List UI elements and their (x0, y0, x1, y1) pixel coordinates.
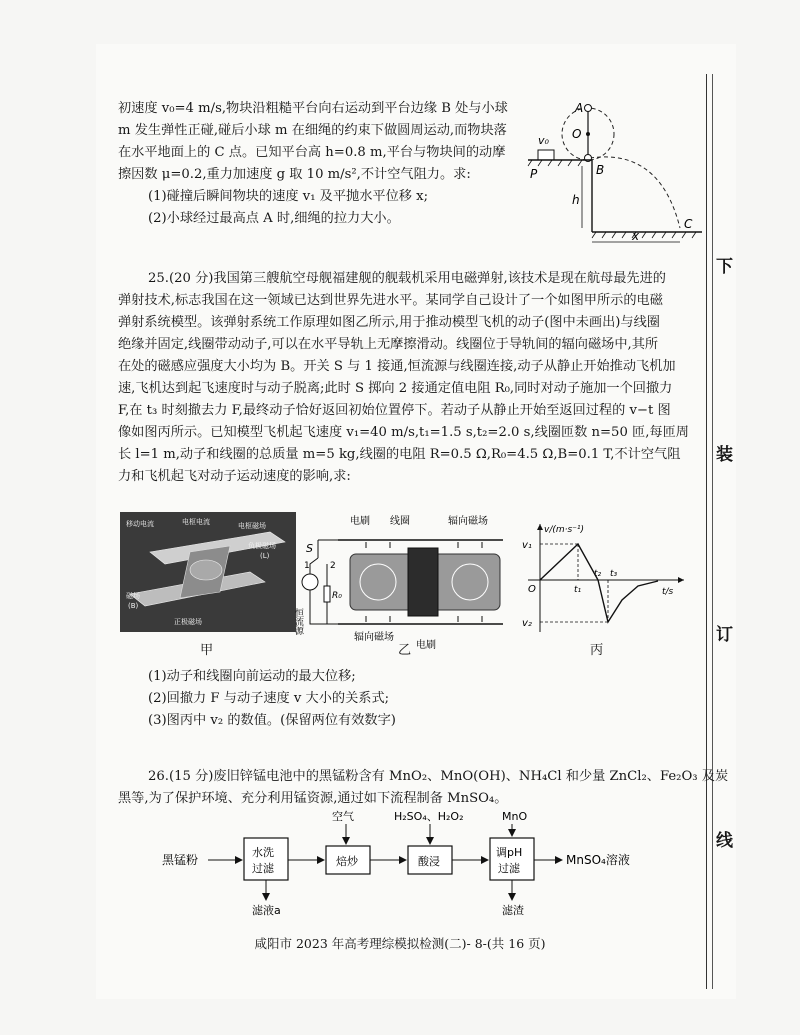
t-axis-arrow (678, 577, 684, 583)
flow-air: 空气 (332, 810, 354, 823)
q25-question-2: (2)回撤力 F 与动子速度 v 大小的关系式; (148, 691, 390, 706)
block (538, 150, 554, 160)
q25-question-3: (3)图丙中 v₂ 的数值。(保留两位有效数字) (148, 713, 396, 728)
q24-line-3: 在水平地面上的 C 点。已知平台高 h=0.8 m,平台与物块间的动摩 (118, 145, 506, 160)
q24-question-1: (1)碰撞后瞬间物块的速度 v₁ 及平抛水平位移 x; (148, 189, 429, 204)
q25-line-7: F,在 t₃ 时刻撤去力 F,最终动子恰好返回初始位置停下。若动子从静止开始至返回过程的 v−t 图 (118, 403, 671, 418)
label-v0: v₀ (538, 134, 549, 147)
jia-label-b: (B) (128, 602, 139, 610)
label-x: x (632, 229, 640, 243)
label-b: B (596, 163, 605, 177)
bing-t1-label: t₁ (574, 585, 582, 595)
flow-box-ph-l2: 过滤 (498, 862, 520, 875)
jia-label-moving-current: 移动电流 (126, 520, 154, 528)
q25-line-3: 弹射系统模型。该弹射系统工作原理如图乙所示,用于推动模型飞机的动子(图中未画出)与线圈 (118, 315, 660, 330)
jia-label-positive-field: 正极磁场 (174, 618, 202, 626)
flow-box-wash-l1: 水洗 (252, 846, 274, 859)
figure-jia (120, 512, 296, 632)
q24-line-4: 擦因数 μ=0.2,重力加速度 g 取 10 m/s²,不计空气阻力。求: (118, 167, 471, 182)
figure-bing (512, 520, 692, 640)
page-footer: 咸阳市 2023 年高考理综模拟检测(二)- 8-(共 16 页) (254, 936, 546, 951)
label-a: A (575, 101, 584, 115)
q25-line-2: 弹射技术,标志我国在这一领域已达到世界先进水平。某同学自己设计了一个如图甲所示的电磁 (118, 293, 663, 308)
q24-line-2: m 发生弹性正碰,碰后小球 m 在细绳的约束下做圆周运动,而物块落 (118, 123, 507, 138)
figure-jia-caption: 甲 (200, 643, 214, 658)
yi-label-coil: 线圈 (390, 516, 410, 527)
bing-y-label: v/(m·s⁻¹) (544, 525, 585, 535)
q24-question-2: (2)小球经过最高点 A 时,细绳的拉力大小。 (148, 211, 400, 226)
flow-acid: H₂SO₄、H₂O₂ (394, 810, 464, 823)
flow-box-ph-l1: 调pH (496, 846, 523, 859)
binding-label-xia: 下 (716, 257, 733, 277)
yi-label-source: 恒流源 (293, 608, 303, 635)
bing-v1-label: v₁ (522, 540, 532, 551)
flow-filtrate-a: 滤液a (252, 904, 281, 917)
q26-flowchart (150, 808, 710, 920)
bing-t3-label: t₃ (610, 569, 618, 579)
q25-line-1: 25.(20 分)我国第三艘航空母舰福建舰的舰载机采用电磁弹射,该技术是现在航母最先进的 (148, 271, 666, 286)
q24-figure (520, 88, 704, 248)
yi-label-radial-bottom: 辐向磁场 (354, 632, 394, 643)
yi-label-brush-top: 电刷 (350, 516, 370, 527)
jia-label-field: 磁场 (126, 592, 140, 600)
pivot-o (586, 132, 590, 136)
yi-label-s: S (306, 542, 313, 555)
q25-line-8: 像如图丙所示。已知模型飞机起飞速度 v₁=40 m/s,t₁=1.5 s,t₂=2.0 s,线圈匝数 n=50 匝,每匝周 (118, 425, 689, 440)
yi-label-1: 1 (304, 561, 310, 571)
label-o: O (572, 127, 582, 141)
vt-curve (540, 544, 658, 622)
ball-a (585, 105, 592, 112)
q25-line-5: 在处的磁感应强度大小均为 B。开关 S 与 1 接通,恒流源与线圈连接,动子从静止开始推动飞机加 (118, 359, 676, 374)
q25-line-4: 绝缘并固定,线圈带动动子,可以在水平导轨上无摩擦滑动。线圈位于导轨间的辐向磁场中,其所 (118, 337, 659, 352)
bing-v2-label: v₂ (522, 618, 532, 629)
yi-label-r0: R₀ (332, 591, 342, 601)
bing-t2-label: t₂ (594, 569, 602, 579)
q25-line-10: 力和飞机起飞对动子运动速度的影响,求: (118, 469, 351, 484)
flow-mno: MnO (502, 810, 528, 823)
binding-label-ding: 订 (716, 625, 733, 645)
q26-line-1: 26.(15 分)废旧锌锰电池中的黑锰粉含有 MnO₂、MnO(OH)、NH₄Cl 和少量 ZnCl₂、Fe₂O₃ 及炭 (148, 769, 729, 784)
flow-end: MnSO₄溶液 (566, 853, 630, 867)
yi-label-brush-bottom: 电刷 (416, 640, 436, 651)
jia-label-l: (L) (260, 552, 270, 560)
yi-label-radial-top: 辐向磁场 (448, 516, 488, 527)
coil-block (408, 548, 438, 616)
binding-line-inner (712, 74, 713, 989)
jia-label-armature-current: 电枢电流 (182, 518, 210, 526)
binding-label-zhuang: 装 (716, 445, 733, 465)
flow-start: 黑锰粉 (162, 853, 199, 867)
q25-line-6: 速,飞机达到起飞速度时与动子脱离;此时 S 掷向 2 接通定值电阻 R₀,同时对动子施加一个回撤力 (118, 381, 673, 396)
q24-line-1: 初速度 v₀=4 m/s,物块沿粗糙平台向右运动到平台边缘 B 处与小球 (118, 101, 508, 116)
binding-label-xian: 线 (716, 831, 733, 851)
ground-hatch (528, 160, 696, 238)
label-h: h (572, 193, 580, 207)
figure-yi-caption: 乙 (398, 643, 412, 658)
flow-box-leach-label: 酸浸 (418, 855, 440, 868)
figure-bing-caption: 丙 (590, 643, 604, 658)
flow-box-roast-label: 焙炒 (336, 855, 358, 868)
v-axis-arrow (537, 524, 543, 530)
label-c: C (684, 217, 693, 231)
flow-residue: 滤渣 (502, 904, 524, 917)
q25-question-1: (1)动子和线圈向前运动的最大位移; (148, 669, 356, 684)
jia-label-negative-field: 负极磁场 (248, 542, 276, 550)
bing-origin: O (528, 584, 536, 595)
q25-line-9: 长 l=1 m,动子和线圈的总质量 m=5 kg,线圈的电阻 R=0.5 Ω,R₀=4.5 Ω,B=0.1 T,不计空气阻 (118, 447, 681, 462)
q26-line-2: 黑等,为了保护环境、充分利用锰资源,通过如下流程制备 MnSO₄。 (118, 791, 508, 806)
yi-label-2: 2 (330, 561, 336, 571)
label-p: P (530, 167, 538, 181)
figure-yi (293, 512, 510, 652)
bing-x-label: t/s (662, 587, 674, 597)
flow-box-wash-l2: 过滤 (252, 862, 274, 875)
jia-label-armature-field: 电枢磁场 (238, 522, 266, 530)
